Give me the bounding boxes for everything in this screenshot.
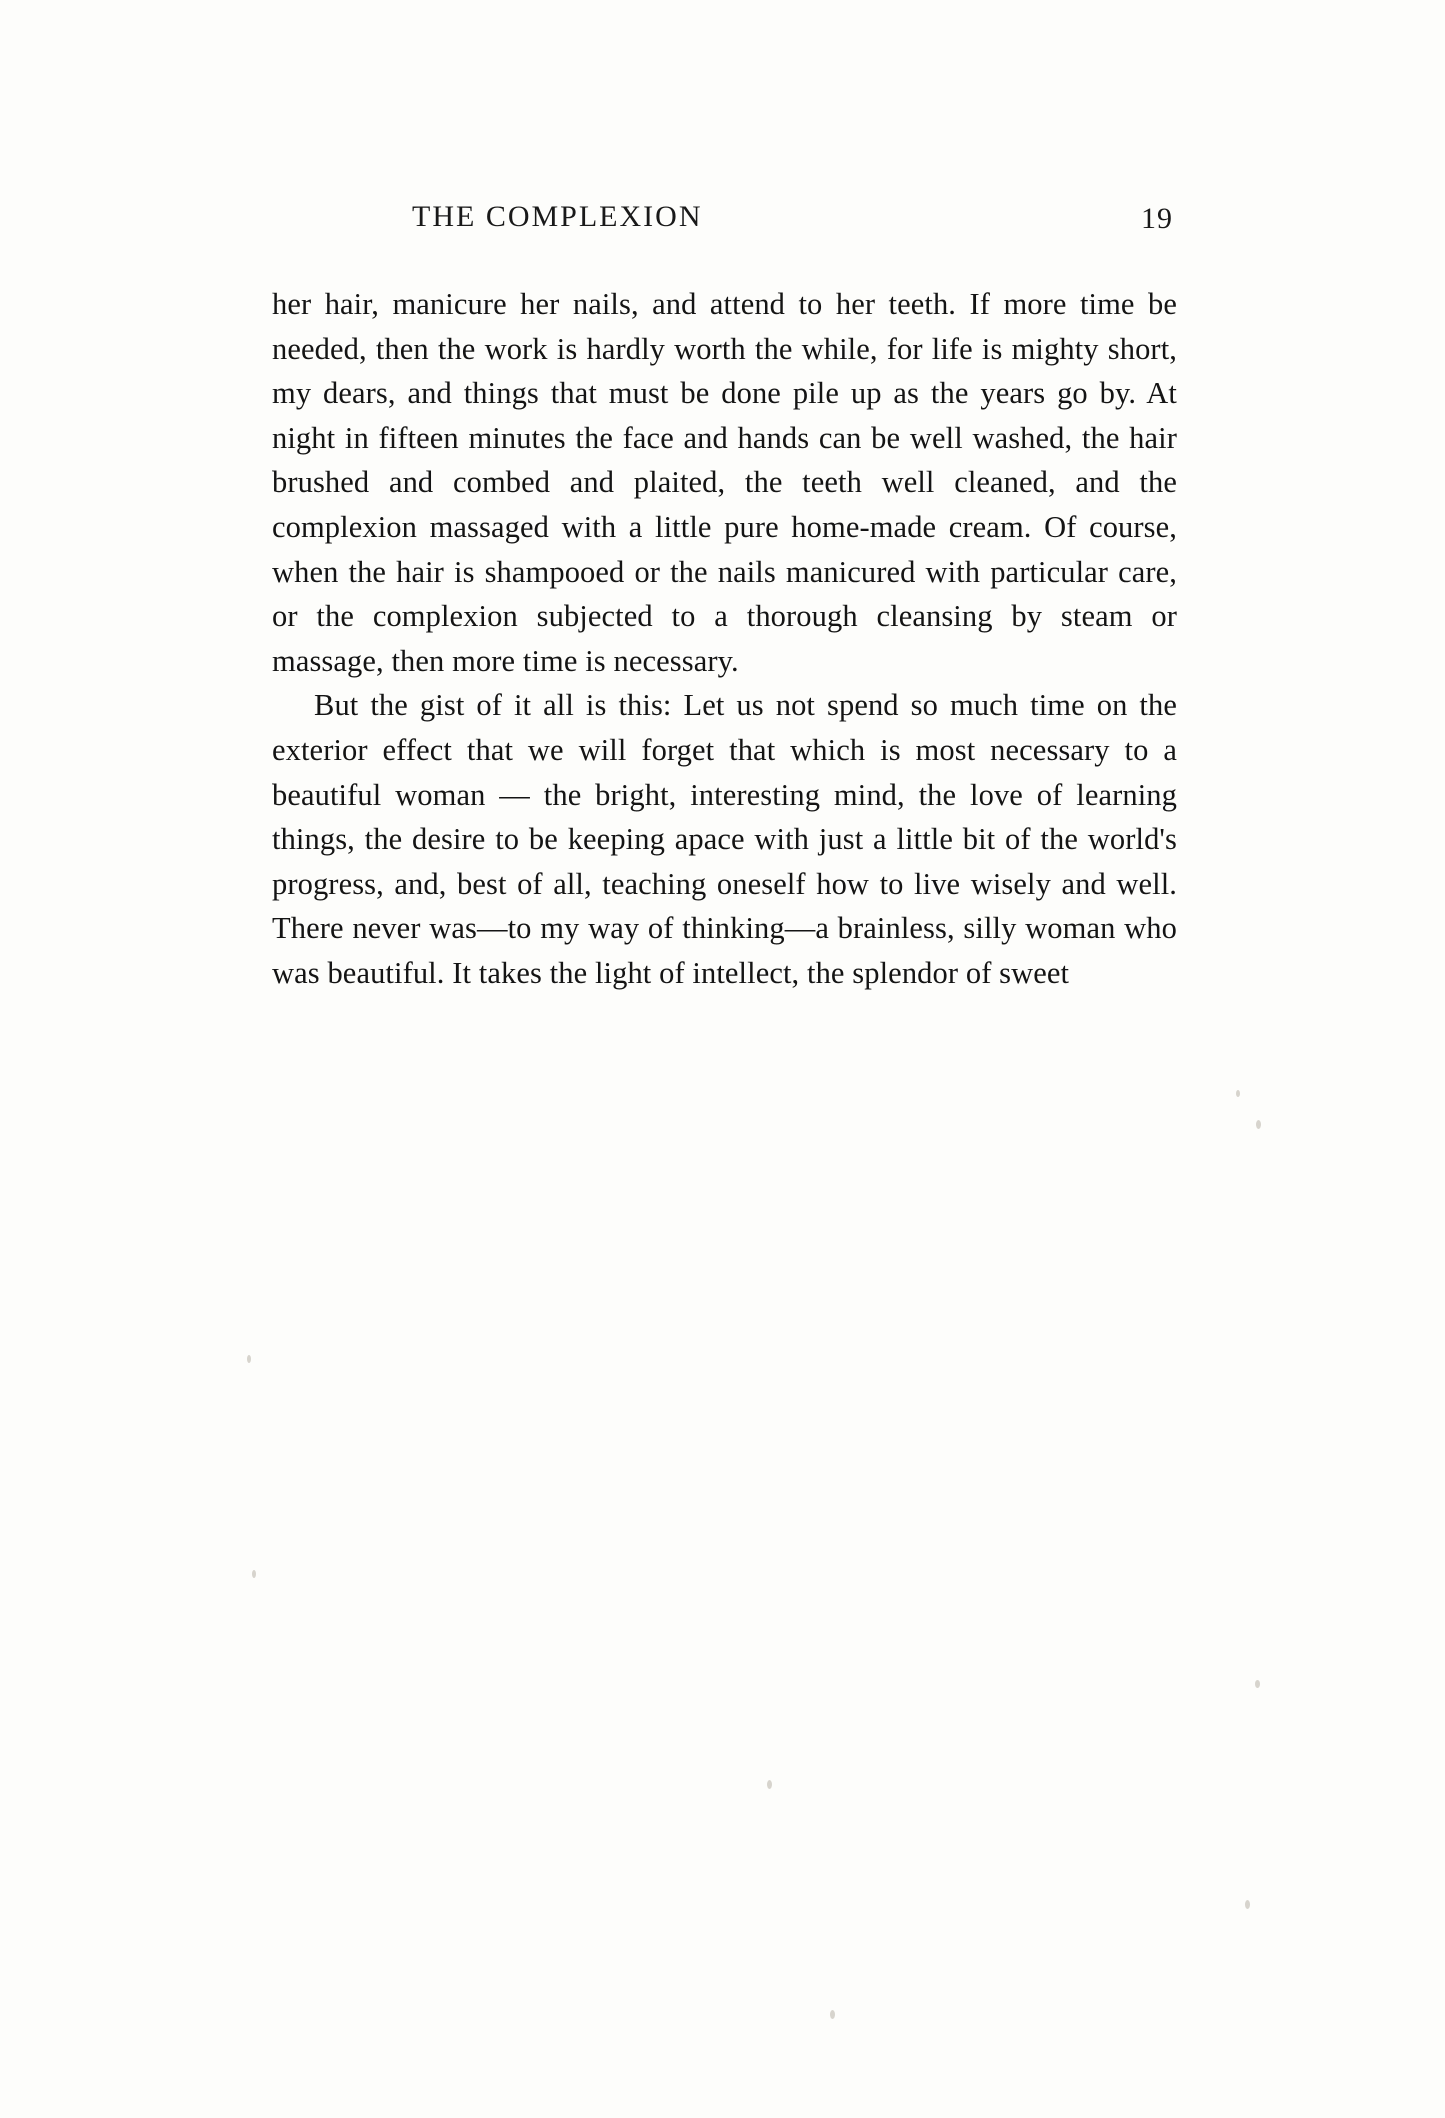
scan-speck [1256,1120,1261,1129]
running-head [272,200,1177,246]
page-number: 19 [1141,202,1173,235]
paragraph: her hair, manicure her nails, and attend to her teeth. If more time be needed, then the work is hardly worth the while, for life is mighty short, my dears, and things that must be done pile up as the years go by. At night in fifteen minutes the face and hands can be well washed, the hair brushed and combed and plaited, the teeth well cleaned, and the complexion massaged with a little pure home-made cream. Of course, when the hair is shampooed or the nails manicured with particular care, or the complexion subjected to a thorough cleansing by steam or massage, then more time is necessary. [272,287,1177,678]
scan-speck [252,1570,256,1578]
body-text [272,282,1177,996]
scan-speck [767,1780,772,1789]
scan-speck [1245,1900,1250,1909]
running-title: THE COMPLEXION [412,200,703,233]
paragraph: But the gist of it all is this: Let us not spend so much time on the exterior effect that we will forget that which is most necessary to a beautiful woman — the bright, interesting mind, the love of learning things, the desire to be keeping apace with just a little bit of the world's progress, and, best of all, teaching oneself how to live wisely and well. There never was—to my way of thinking—a brainless, silly woman who was beautiful. It takes the light of intellect, the splendor of sweet [272,688,1177,990]
scan-speck [247,1355,251,1363]
scan-speck [1255,1680,1260,1688]
page-content [272,200,1177,996]
scan-speck [1236,1090,1240,1097]
scan-speck [830,2010,835,2019]
